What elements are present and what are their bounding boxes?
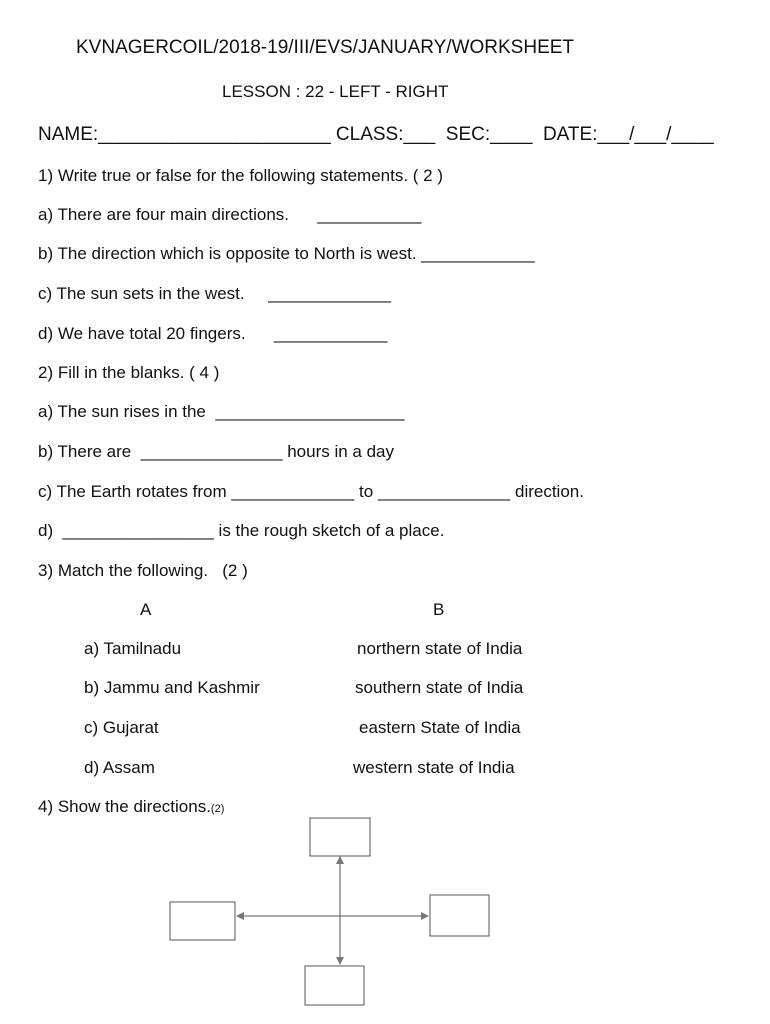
q3-col-b-item: eastern State of India [359,718,521,737]
q3-col-a-item: b) Jammu and Kashmir [84,678,260,697]
q1-item-a: a) There are four main directions. ___________ [38,205,422,224]
q3-title: 3) Match the following. (2 ) [38,561,248,580]
q3-col-b-item: western state of India [353,758,515,777]
q2-item-d: d) ________________ is the rough sketch of a place. [38,521,445,540]
q1-item-b: b) The direction which is opposite to North is west. ____________ [38,244,535,263]
q1-item-c: c) The sun sets in the west. _____________ [38,284,392,303]
lesson-title: LESSON : 22 - LEFT - RIGHT [222,82,449,101]
worksheet-code: KVNAGERCOIL/2018-19/III/EVS/JANUARY/WORKSHEET [76,37,575,58]
west-answer-box[interactable] [170,902,235,940]
q2-item-c: c) The Earth rotates from _____________ to ______________ direction. [38,482,584,501]
north-answer-box[interactable] [310,818,370,856]
q1-title: 1) Write true or false for the following statements. ( 2 ) [38,166,444,185]
q4-marks: (2) [210,803,225,815]
q3-col-a-item: c) Gujarat [84,718,159,737]
q3-col-a-item: d) Assam [84,758,155,777]
q2-item-b: b) There are _______________ hours in a day [38,442,395,461]
q2-item-a: a) The sun rises in the ____________________ [38,402,405,421]
q4-title-text: 4) Show the directions. [38,797,211,816]
q3-col-b-item: northern state of India [357,639,523,658]
q3-col-a-header: A [140,600,152,619]
q3-col-b-item: southern state of India [355,678,524,697]
east-answer-box[interactable] [430,895,489,936]
q1-item-d: d) We have total 20 fingers. ____________ [38,324,388,343]
q3-col-a-item: a) Tamilnadu [84,639,182,658]
south-answer-box[interactable] [305,966,364,1005]
student-info-line: NAME:______________________ CLASS:___ SEC:____ DATE:___/___/____ [38,124,714,145]
q2-title: 2) Fill in the blanks. ( 4 ) [38,363,220,382]
q3-col-b-header: B [433,600,445,619]
